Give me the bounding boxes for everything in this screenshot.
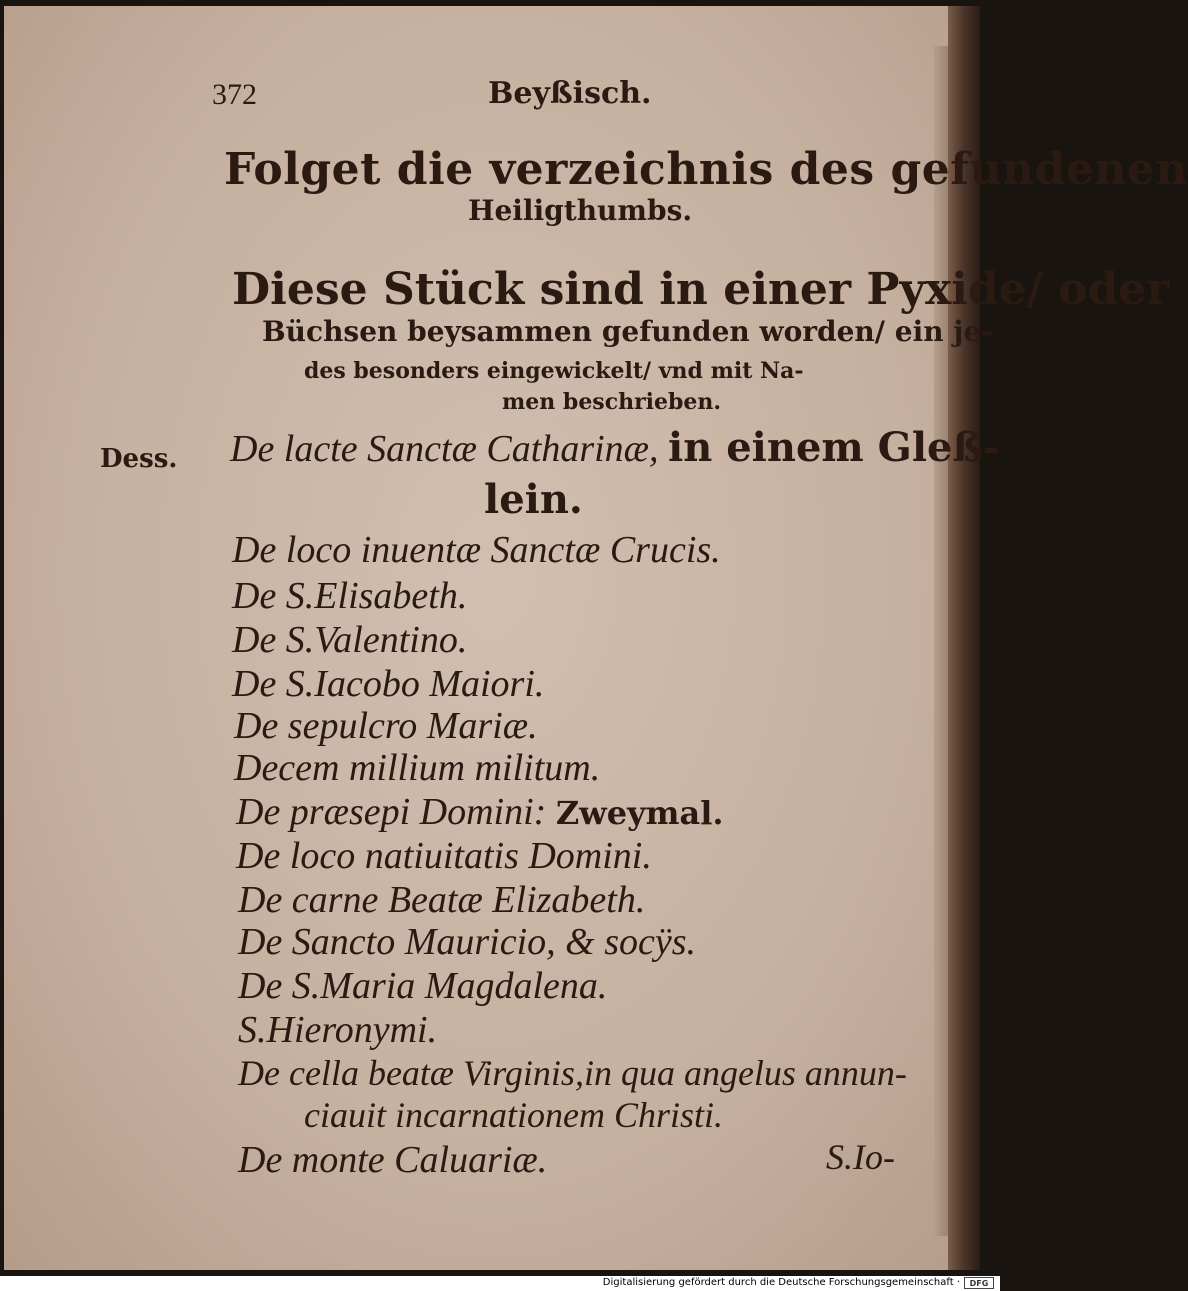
intro-line-1: Diese Stück sind in einer Pyxide/ oder (232, 264, 1170, 315)
entry-latin: De loco inuentæ Sanctæ Crucis. (232, 529, 721, 571)
entry-latin: De S.Maria Magdalena. (238, 965, 608, 1007)
entry-latin: De S.Valentino. (232, 619, 468, 661)
entry-latin: De lacte Sanctæ Catharinæ, (230, 428, 659, 470)
entry-latin: S.Hieronymi. (238, 1009, 438, 1051)
entry-german: lein. (484, 476, 583, 523)
intro-line-4: men beschrieben. (502, 389, 722, 415)
book-spine (948, 6, 980, 1270)
entry-latin: Decem millium militum. (234, 747, 601, 789)
list-item (304, 1094, 723, 1136)
list-item (234, 704, 538, 748)
list-item (234, 746, 600, 790)
book-page (4, 6, 1188, 1270)
list-item (232, 528, 721, 572)
list-item (238, 1008, 437, 1052)
list-item (232, 574, 467, 618)
list-item (484, 476, 583, 523)
footer-text: Digitalisierung gefördert durch die Deutsche Forschungsgemeinschaft · (602, 1277, 960, 1288)
entry-latin: De carne Beatæ Elizabeth. (238, 879, 646, 921)
intro-line-3: des besonders eingewickelt/ vnd mit Na- (304, 358, 804, 384)
list-item (238, 878, 645, 922)
title-line-2: Heiligthumbs. (468, 194, 693, 227)
catchword: S.Io- (826, 1137, 895, 1177)
entry-latin: De sepulcro Mariæ. (234, 705, 538, 747)
list-item (236, 790, 724, 834)
page-edge (934, 46, 948, 1236)
intro-line-2: Büchsen beysammen gefunden worden/ ein je- (262, 315, 993, 348)
digitization-footer (0, 1276, 1000, 1291)
dfg-logo: DFG (964, 1277, 994, 1289)
entry-latin: De S.Iacobo Maiori. (232, 663, 545, 705)
list-item (238, 964, 607, 1008)
entry-latin: De S.Elisabeth. (232, 575, 468, 617)
list-item (238, 1138, 547, 1182)
entry-german: in einem Gleß- (668, 424, 1000, 471)
entry-latin: De cella beatæ Virginis,in qua angelus annun- (238, 1053, 907, 1093)
list-item (230, 424, 999, 471)
title-line-1: Folget die verzeichnis des gefundenen (224, 144, 1188, 195)
entry-latin: ciauit incarnationem Christi. (304, 1095, 723, 1135)
entry-german: Zweymal. (555, 794, 724, 832)
list-item (238, 1052, 907, 1094)
list-item (236, 834, 652, 878)
entry-latin: De monte Caluariæ. (238, 1139, 548, 1181)
running-head: Beyßisch. (488, 76, 652, 111)
list-item (238, 920, 696, 964)
entry-latin: De loco natiuitatis Domini. (236, 835, 652, 877)
entry-latin: De præsepi Domini: (236, 791, 547, 833)
entry-latin: De Sancto Mauricio, & socÿs. (238, 921, 697, 963)
page-number: 372 (212, 78, 257, 111)
list-item (232, 618, 467, 662)
marginal-note: Dess. (100, 444, 178, 474)
list-item (232, 662, 544, 706)
